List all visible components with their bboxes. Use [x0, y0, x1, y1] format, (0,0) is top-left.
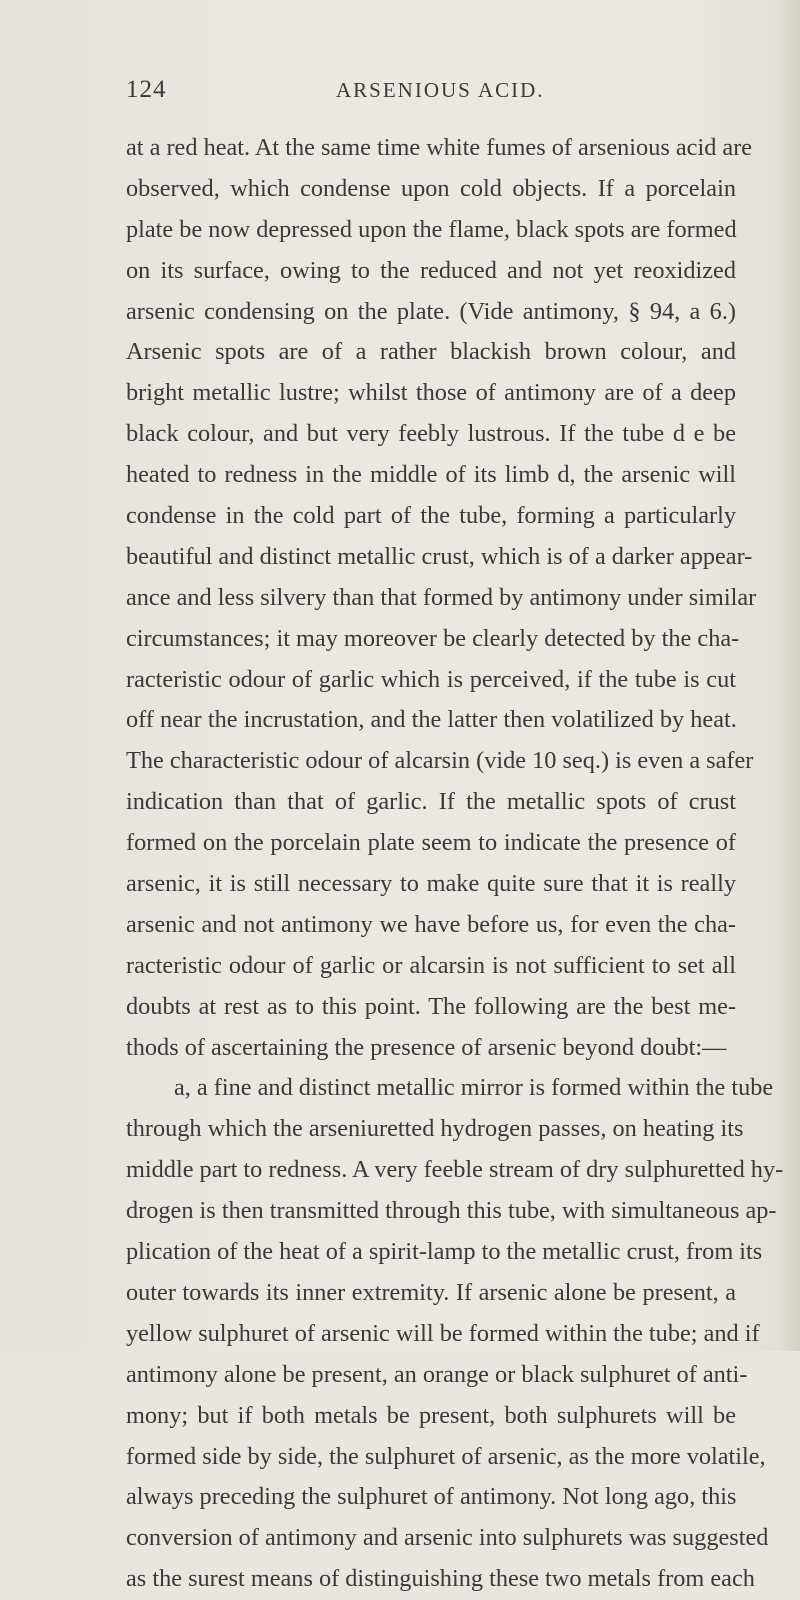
text-line: circumstances; it may moreover be clearly detected by the cha-	[126, 624, 740, 652]
text-line: middle part to redness. A very feeble stream of dry sulphuretted hy-	[126, 1156, 784, 1184]
text-line: always preceding the sulphuret of antimony. Not long ago, this	[126, 1483, 737, 1511]
text-line: yellow sulphuret of arsenic will be formed within the tube; and if	[126, 1319, 760, 1347]
running-title: ARSENIOUS ACID.	[336, 78, 545, 102]
text-line: doubts at rest as to this point. The following are the best me-	[126, 992, 736, 1020]
text-line: bright metallic lustre; whilst those of antimony are of a deep	[126, 379, 736, 407]
text-line: thods of ascertaining the presence of arsenic beyond doubt:—	[126, 1033, 727, 1061]
text-line: off near the incrustation, and the latter then volatilized by heat.	[126, 706, 737, 734]
text-line: condense in the cold part of the tube, forming a particularly	[126, 502, 736, 530]
text-line: outer towards its inner extremity. If arsenic alone be present, a	[126, 1278, 736, 1306]
text-line: drogen is then transmitted through this tube, with simultaneous ap-	[126, 1197, 777, 1225]
text-line: racteristic odour of garlic which is perceived, if the tube is cut	[126, 665, 736, 693]
text-line: on its surface, owing to the reduced and not yet reoxidized	[126, 256, 736, 284]
body-text	[126, 128, 784, 1600]
text-line: arsenic, it is still necessary to make quite sure that it is really	[126, 870, 736, 898]
text-line: Arsenic spots are of a rather blackish brown colour, and	[126, 338, 736, 366]
text-line: at a red heat. At the same time white fumes of arsenious acid are	[126, 134, 753, 161]
text-line: arsenic condensing on the plate. (Vide antimony, § 94, a 6.)	[126, 297, 736, 325]
text-line: plication of the heat of a spirit-lamp to the metallic crust, from its	[126, 1238, 763, 1266]
text-line: as the surest means of distinguishing these two metals from each	[126, 1565, 755, 1593]
page-number: 124	[126, 76, 167, 103]
text-line: black colour, and but very feebly lustrous. If the tube d e be	[126, 420, 736, 448]
text-line: The characteristic odour of alcarsin (vide 10 seq.) is even a safer	[126, 747, 754, 775]
text-line: through which the arseniuretted hydrogen passes, on heating its	[126, 1115, 744, 1143]
text-line: formed side by side, the sulphuret of arsenic, as the more volatile,	[126, 1442, 766, 1470]
page-header	[126, 76, 746, 116]
text-line: racteristic odour of garlic or alcarsin is not sufficient to set all	[126, 951, 736, 979]
text-line: antimony alone be present, an orange or black sulphuret of anti-	[126, 1360, 748, 1388]
text-line: heated to redness in the middle of its limb d, the arsenic will	[126, 461, 736, 489]
text-line: conversion of antimony and arsenic into sulphurets was suggested	[126, 1524, 769, 1552]
text-line: ance and less silvery than that formed by antimony under similar	[126, 583, 757, 611]
text-line: indication than that of garlic. If the metallic spots of crust	[126, 788, 736, 816]
text-line: beautiful and distinct metallic crust, which is of a darker appear-	[126, 542, 753, 570]
text-line: arsenic and not antimony we have before us, for even the cha-	[126, 910, 736, 938]
text-line: mony; but if both metals be present, both sulphurets will be	[126, 1401, 736, 1429]
text-line: a, a fine and distinct metallic mirror is formed within the tube	[174, 1074, 774, 1102]
text-line: formed on the porcelain plate seem to indicate the presence of	[126, 829, 736, 857]
text-line: observed, which condense upon cold objects. If a porcelain	[126, 174, 736, 202]
text-line: plate be now depressed upon the flame, black spots are formed	[126, 215, 737, 243]
